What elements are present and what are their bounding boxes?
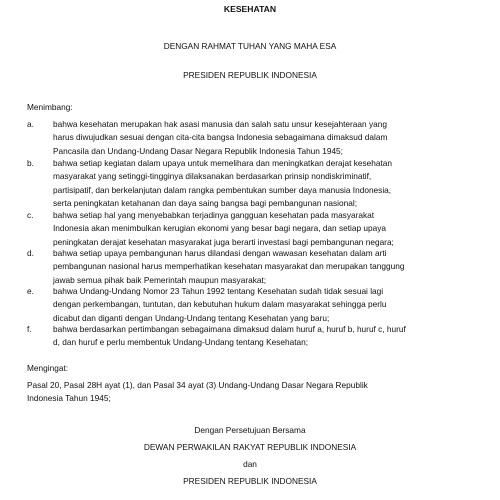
- president-closing: PRESIDEN REPUBLIK INDONESIA: [183, 476, 317, 486]
- consideration-line: bahwa Undang-Undang Nomor 23 Tahun 1992 tentang Kesehatan sudah tidak sesuai lagi: [53, 286, 384, 296]
- mengingat-line: Pasal 20, Pasal 28H ayat (1), dan Pasal 34 ayat (3) Undang-Undang Dasar Negara Republik: [27, 380, 368, 390]
- consideration-line: masyarakat yang setinggi-tingginya dilaksanakan berdasarkan prinsip nondiskriminatif,: [53, 171, 372, 182]
- consideration-line: bahwa setiap upaya pembangunan harus dilandasi dengan wawasan kesehatan dalam arti: [53, 248, 387, 258]
- consideration-body: [53, 323, 485, 350]
- consideration-line: dengan perkembangan, tuntutan, dan kebutuhan hukum dalam masyarakat sehingga perlu: [53, 299, 387, 310]
- mengingat-body: [27, 379, 467, 406]
- consideration-line: dicabut dan diganti dengan Undang-Undang tentang Kesehatan yang baru;: [53, 312, 330, 323]
- consideration-line: Pancasila dan Undang-Undang Dasar Negara Republik Indonesia Tahun 1945;: [53, 145, 343, 156]
- consideration-letter: e.: [27, 286, 34, 296]
- rahmat-line: DENGAN RAHMAT TUHAN YANG MAHA ESA: [163, 41, 337, 51]
- consideration-line: pembangunan nasional harus memperhatikan kesehatan masyarakat dan merupakan tanggung: [53, 261, 405, 272]
- dpr-line: DEWAN PERWAKILAN RAKYAT REPUBLIK INDONESIA: [143, 442, 357, 452]
- consideration-body: [53, 209, 485, 249]
- consideration-line: bahwa setiap hal yang menyebabkan terjadinya gangguan kesehatan pada masyarakat: [53, 210, 375, 220]
- consideration-line: harus diwujudkan sesuai dengan cita-cita bangsa Indonesia sebagaimana dimaksud dalam: [53, 132, 388, 143]
- document-title: KESEHATAN: [223, 4, 277, 14]
- consideration-body: [53, 157, 485, 211]
- consideration-line: partisipatif, dan berkelanjutan dalam rangka pembentukan sumber daya manusia Indonesia,: [53, 184, 392, 195]
- consideration-letter: a.: [27, 119, 34, 129]
- consideration-letter: c.: [27, 210, 34, 220]
- mengingat-line: Indonesia Tahun 1945;: [27, 393, 111, 404]
- consideration-line: serta peningkatan ketahanan dan daya saing bangsa bagi pembangunan nasional;: [53, 198, 357, 209]
- consideration-line: bahwa kesehatan merupakan hak asasi manusia dan salah satu unsur kesejahteraan yang: [53, 119, 387, 129]
- dan-line: dan: [243, 459, 257, 469]
- consideration-line: jawab semua pihak baik Pemerintah maupun masyarakat;: [53, 274, 267, 285]
- consideration-line: Indonesia akan menimbulkan kerugian ekonomi yang besar bagi negara, dan setiap upaya: [53, 223, 387, 234]
- consideration-line: d, dan huruf e perlu membentuk Undang-Undang tentang Kesehatan;: [53, 337, 309, 348]
- consideration-letter: f.: [27, 324, 32, 334]
- consideration-body: [53, 285, 485, 325]
- mengingat-label: Mengingat:: [27, 363, 69, 373]
- president-heading: PRESIDEN REPUBLIK INDONESIA: [183, 70, 317, 80]
- consideration-body: [53, 247, 485, 287]
- consideration-letter: b.: [27, 158, 34, 168]
- consideration-letter: d.: [27, 248, 34, 258]
- consideration-line: bahwa setiap kegiatan dalam upaya untuk memelihara dan meningkatkan derajat kesehatan: [53, 158, 393, 168]
- persetujuan-line: Dengan Persetujuan Bersama: [194, 425, 306, 435]
- consideration-line: peningkatan derajat kesehatan masyarakat juga berarti investasi bagi pembangunan negara;: [53, 236, 394, 247]
- consideration-body: [53, 118, 485, 158]
- menimbang-label: Menimbang:: [27, 102, 73, 112]
- consideration-line: bahwa berdasarkan pertimbangan sebagaimana dimaksud dalam huruf a, huruf b, huruf c, huruf: [53, 324, 406, 334]
